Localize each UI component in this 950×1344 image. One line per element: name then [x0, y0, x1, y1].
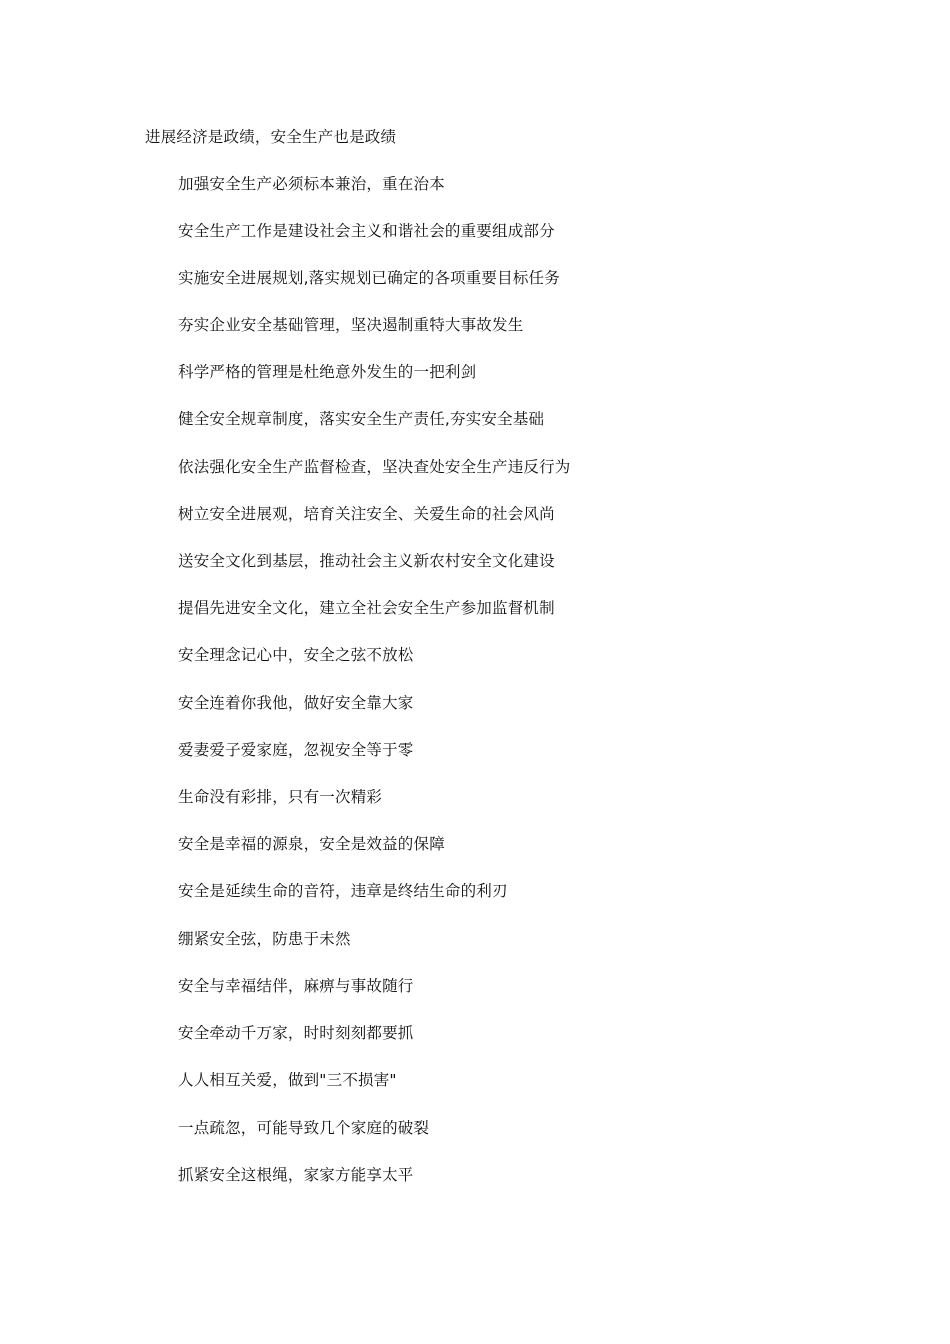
slogan-line: 爱妻爱子爱家庭，忽视安全等于零	[178, 741, 414, 759]
slogan-line: 人人相互关爱，做到"三不损害"	[178, 1071, 397, 1089]
slogan-line: 夯实企业安全基础管理，坚决遏制重特大事故发生	[178, 316, 524, 334]
slogan-line: 安全连着你我他，做好安全靠大家	[178, 694, 414, 712]
slogan-line: 树立安全进展观，培育关注安全、关爱生命的社会风尚	[178, 505, 555, 523]
slogan-line: 安全与幸福结伴，麻痹与事故随行	[178, 977, 414, 995]
slogan-line: 绷紧安全弦，防患于未然	[178, 930, 351, 948]
slogan-line: 科学严格的管理是杜绝意外发生的一把利剑	[178, 363, 477, 381]
slogan-line: 安全是延续生命的音符，违章是终结生命的利刃	[178, 882, 508, 900]
slogan-line: 送安全文化到基层，推动社会主义新农村安全文化建设	[178, 552, 555, 570]
slogan-line: 安全生产工作是建设社会主义和谐社会的重要组成部分	[178, 222, 555, 240]
slogan-line: 生命没有彩排，只有一次精彩	[178, 788, 383, 806]
document-heading: 进展经济是政绩，安全生产也是政绩	[145, 128, 397, 146]
slogan-line: 健全安全规章制度，落实安全生产责任,夯实安全基础	[178, 410, 545, 428]
slogan-line: 实施安全进展规划,落实规划已确定的各项重要目标任务	[178, 269, 560, 287]
slogan-line: 加强安全生产必须标本兼治，重在治本	[178, 175, 445, 193]
slogan-line: 安全理念记心中，安全之弦不放松	[178, 646, 414, 664]
slogan-line: 一点疏忽，可能导致几个家庭的破裂	[178, 1119, 430, 1137]
slogan-line: 提倡先进安全文化，建立全社会安全生产参加监督机制	[178, 599, 555, 617]
slogan-line: 抓紧安全这根绳，家家方能享太平	[178, 1166, 414, 1184]
slogan-line: 安全是幸福的源泉，安全是效益的保障	[178, 835, 445, 853]
slogan-line: 安全牵动千万家，时时刻刻都要抓	[178, 1024, 414, 1042]
slogan-line: 依法强化安全生产监督检查，坚决查处安全生产违反行为	[178, 458, 571, 476]
